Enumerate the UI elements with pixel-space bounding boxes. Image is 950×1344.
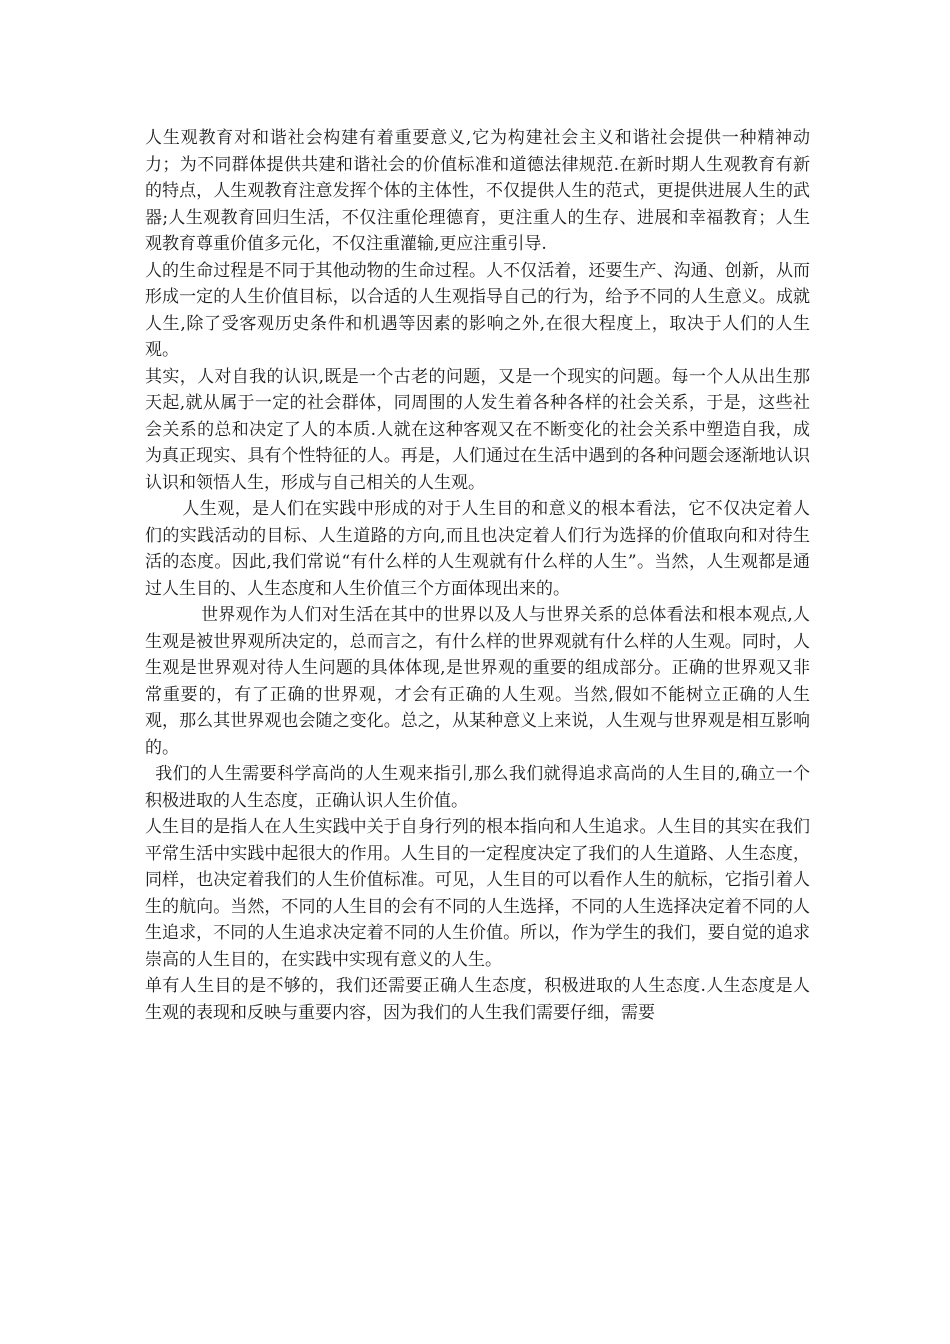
paragraph-definition-life-view: 人生观，是人们在实践中形成的对于人生目的和意义的根本看法，它不仅决定着人们的实践活动的目标、人生道路的方向,而且也决定着人们行为选择的价值取向和对待生活的态度。因此,我们常说“有什么样的人生观就有什么样的人生”。当然，人生观都是通过人生目的、人生态度和人生价值三个方面体现出来的。 xyxy=(145,499,810,599)
paragraph-life-view-education: 人生观教育对和谐社会构建有着重要意义,它为构建社会主义和谐社会提供一种精神动力；为不同群体提供共建和谐社会的价值标准和道德法律规范.在新时期人生观教育有新的特点，人生观教育注意发挥个体的主体性，不仅提供人生的范式，更提供进展人生的武器;人生观教育回归生活，不仅注重伦理德育，更注重人的生存、进展和幸福教育；人生观教育尊重价值多元化，不仅注重灌输,更应注重引导. xyxy=(145,128,810,254)
paragraph-world-view: 世界观作为人们对生活在其中的世界以及人与世界关系的总体看法和根本观点,人生观是被世界观所决定的，总而言之，有什么样的世界观就有什么样的人生观。同时，人生观是世界观对待人生问题的具体体现,是世界观的重要的组成部分。正确的世界观又非常重要的，有了正确的世界观，才会有正确的人生观。当然,假如不能树立正确的人生观，那么其世界观也会随之变化。总之，从某种意义上来说，人生观与世界观是相互影响的。 xyxy=(145,605,810,758)
document-body xyxy=(145,125,810,1026)
paragraph-life-purpose: 人生目的是指人在人生实践中关于自身行列的根本指向和人生追求。人生目的其实在我们平常生活中实践中起很大的作用。人生目的一定程度决定了我们的人生道路、人生态度，同样，也决定着我们的人生价值标准。可见，人生目的可以看作人生的航标，它指引着人生的航向。当然，不同的人生目的会有不同的人生选择，不同的人生选择决定着不同的人生追求，不同的人生追求决定着不同的人生价值。所以，作为学生的我们，要自觉的追求崇高的人生目的，在实践中实现有意义的人生。 xyxy=(145,817,810,970)
paragraph-life-attitude: 单有人生目的是不够的，我们还需要正确人生态度，积极进取的人生态度.人生态度是人生观的表现和反映与重要内容，因为我们的人生我们需要仔细，需要 xyxy=(145,976,810,1023)
paragraph-life-process: 人的生命过程是不同于其他动物的生命过程。人不仅活着，还要生产、沟通、创新，从而形成一定的人生价值目标，以合适的人生观指导自己的行为，给予不同的人生意义。成就人生,除了受客观历史条件和机遇等因素的影响之外,在很大程度上，取决于人们的人生观。 xyxy=(145,260,810,360)
paragraph-self-knowledge: 其实，人对自我的认识,既是一个古老的问题，又是一个现实的问题。每一个人从出生那天起,就从属于一定的社会群体，同周围的人发生着各种各样的社会关系，于是，这些社会关系的总和决定了人的本质.人就在这种客观又在不断变化的社会关系中塑造自我，成为真正现实、具有个性特征的人。再是，人们通过在生活中遇到的各种问题会逐渐地认识认识和领悟人生，形成与自己相关的人生观。 xyxy=(145,366,810,493)
paragraph-noble-life-view: 我们的人生需要科学高尚的人生观来指引,那么我们就得追求高尚的人生目的,确立一个积极进取的人生态度，正确认识人生价值。 xyxy=(145,764,810,811)
